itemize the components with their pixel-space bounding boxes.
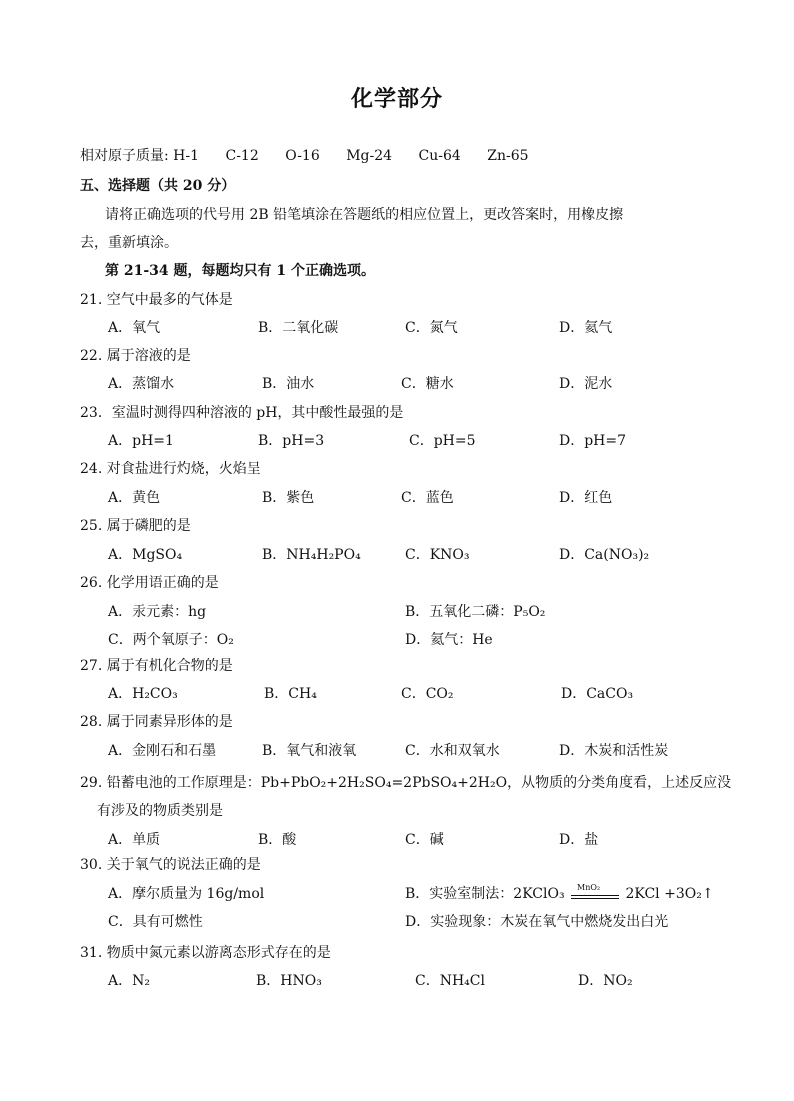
section-heading: 五、选择题（共 20 分）	[80, 178, 236, 194]
option-c: C．KNO₃	[405, 547, 470, 563]
question-stem-continued: 有涉及的物质类别是	[97, 803, 223, 819]
option-a: A．汞元素：hg	[108, 604, 207, 620]
question-stem: 30. 关于氧气的说法正确的是	[80, 857, 261, 873]
option-a: A．黄色	[108, 490, 161, 506]
question-stem: 29. 铅蓄电池的工作原理是：Pb+PbO₂+2H₂SO₄=2PbSO₄+2H₂O，从物质的分类角度看，上述反应没	[80, 775, 732, 791]
option-c: C．糖水	[401, 376, 454, 392]
option-a: A．单质	[108, 832, 161, 848]
atomic-mass-item: Cu-64	[418, 148, 461, 164]
option-c: C．具有可燃性	[108, 914, 203, 930]
option-b: B．氧气和液氧	[262, 743, 357, 759]
option-c: C．碱	[405, 832, 444, 848]
option-d: D．实验现象：木炭在氧气中燃烧发出白光	[405, 914, 669, 930]
option-a: A．金刚石和石墨	[108, 743, 217, 759]
option-b: B．pH=3	[258, 433, 325, 449]
option-a: A．摩尔质量为 16g/mol	[108, 886, 265, 902]
option-d: D．盐	[559, 832, 599, 848]
option-d: D．氦气	[559, 320, 613, 336]
option-b: B．油水	[262, 376, 315, 392]
instruction-line: 去，重新填涂。	[80, 235, 178, 251]
option-b	[405, 885, 714, 903]
option-d: D．泥水	[559, 376, 613, 392]
option-d: D．Ca(NO₃)₂	[559, 547, 650, 563]
option-c: C．两个氧原子：O₂	[108, 632, 234, 648]
option-b-suffix: 2KCl +3O₂↑	[625, 886, 714, 902]
atomic-mass-item: O-16	[285, 148, 320, 164]
option-c: C．CO₂	[401, 686, 454, 702]
option-a: A．MgSO₄	[108, 547, 183, 563]
question-stem: 26. 化学用语正确的是	[80, 575, 219, 591]
atomic-mass-item: C-12	[225, 148, 259, 164]
option-b: B．HNO₃	[256, 973, 322, 989]
option-d: D．氦气：He	[405, 632, 493, 648]
option-b-prefix: B．实验室制法：2KClO₃	[405, 886, 565, 902]
atomic-mass-item: H-1	[173, 148, 200, 164]
option-a: A．N₂	[108, 973, 150, 989]
option-b: B．紫色	[262, 490, 315, 506]
atomic-mass-line	[80, 147, 551, 165]
catalyst-label: MnO₂	[577, 883, 601, 892]
option-c: C．氮气	[405, 320, 458, 336]
option-a: A．蒸馏水	[108, 376, 175, 392]
option-c: C．NH₄Cl	[415, 973, 485, 989]
question-stem: 25. 属于磷肥的是	[80, 518, 191, 534]
atomic-mass-item: Mg-24	[346, 148, 393, 164]
option-c: C．蓝色	[401, 490, 454, 506]
option-d: D．CaCO₃	[561, 686, 634, 702]
option-b: B．二氧化碳	[258, 320, 339, 336]
reaction-equals-sign	[569, 885, 621, 903]
option-a: A．氧气	[108, 320, 161, 336]
question-stem: 28. 属于同素异形体的是	[80, 714, 233, 730]
subsection-heading: 第 21-34 题，每题均只有 1 个正确选项。	[105, 263, 376, 279]
page-title: 化学部分	[350, 87, 443, 112]
option-b: B．酸	[258, 832, 297, 848]
option-a: A．pH=1	[108, 433, 174, 449]
option-d: D．NO₂	[578, 973, 633, 989]
question-stem: 21. 空气中最多的气体是	[80, 292, 233, 308]
option-b: B．五氧化二磷：P₅O₂	[405, 604, 546, 620]
option-d: D．木炭和活性炭	[559, 743, 669, 759]
option-b: B．NH₄H₂PO₄	[262, 547, 361, 563]
question-stem: 24. 对食盐进行灼烧，火焰呈	[80, 461, 261, 477]
option-a: A．H₂CO₃	[108, 686, 178, 702]
instruction-line: 请将正确选项的代号用 2B 铅笔填涂在答题纸的相应位置上，更改答案时，用橡皮擦	[105, 207, 624, 223]
question-stem: 31. 物质中氮元素以游离态形式存在的是	[80, 945, 331, 961]
option-b: B．CH₄	[264, 686, 317, 702]
atomic-mass-label: 相对原子质量:	[80, 148, 169, 164]
option-c: C．pH=5	[409, 433, 476, 449]
option-c: C．水和双氧水	[405, 743, 500, 759]
atomic-mass-item: Zn-65	[487, 148, 529, 164]
option-d: D．pH=7	[559, 433, 627, 449]
question-stem: 27. 属于有机化合物的是	[80, 658, 233, 674]
option-d: D．红色	[559, 490, 613, 506]
question-stem: 23．室温时测得四种溶液的 pH，其中酸性最强的是	[80, 405, 404, 421]
question-stem: 22. 属于溶液的是	[80, 348, 191, 364]
